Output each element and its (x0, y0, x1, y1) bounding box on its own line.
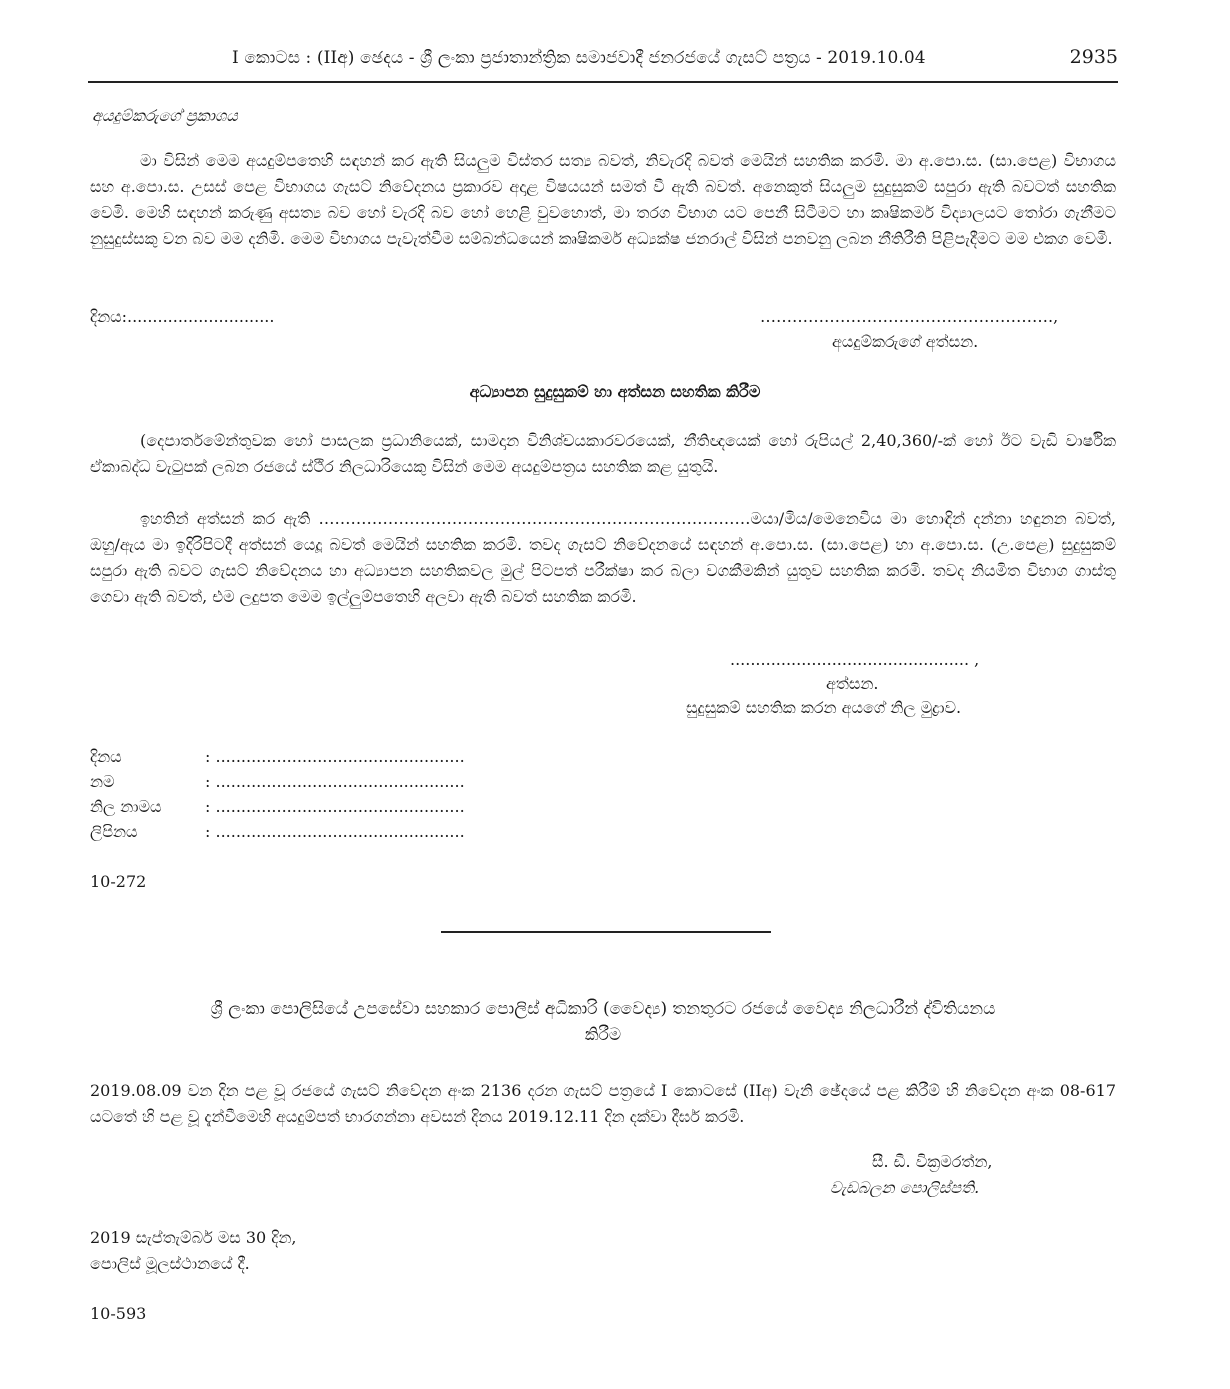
header-rule (88, 81, 1118, 83)
reference-number: 10-593 (90, 1304, 147, 1323)
notice-heading-line2: කිරීම (584, 1025, 622, 1045)
field-label: දිනය (90, 747, 122, 766)
field-row-designation (90, 797, 465, 822)
reference-number: 10-272 (90, 872, 147, 891)
page-number: 2935 (1069, 46, 1118, 68)
field-value: : ................................................. (205, 797, 465, 816)
field-label: නම (90, 772, 115, 791)
field-value: : ................................................. (205, 772, 465, 791)
section-divider (441, 931, 771, 933)
notice-heading (90, 996, 1116, 1048)
certification-note: (දෙපාර්තමේන්තුවක හෝ පාසලක ප්‍රධානියෙක්, සාමදාන විනිශ්චයකාරවරයෙක්, නීතිඥයෙක් හෝ රුපියල් 2,40,360/-ක් හෝ ඊට වැඩි වාර්ෂික ඒකාබද්ධ වැටුපක් ලබන රජයේ ස්ථිර නිලධාරියෙකු විසින් මෙම අයදුම්පත්‍රය සහතික කළ යුතුයි. (90, 431, 1116, 476)
gazette-header-title: I කොටස : (IIඅ) ඡෙදය - ශ්‍රී ලංකා ප්‍රජාතාන්ත්‍රික සමාජවාදී ජනරජයේ ගැසට් පත්‍රය - 2019.10.04 (232, 48, 926, 68)
notice-heading-line1: ශ්‍රී ලංකා පොලිසියේ උපසේවා සහකාර පොලිස් අධිකාරි (වෛද්‍ය) තනතුරට රජයේ වෛද්‍ය නිලධාරීන් ද්විතියනය (210, 999, 996, 1019)
applicant-declaration-heading: අයදුම්කරුගේ ප්‍රකාශය (92, 106, 238, 125)
field-row-date (90, 747, 465, 772)
signer-title: වැඩබලන පොලිස්පති. (830, 1178, 980, 1197)
certification-body: ඉහතින් අත්සන් කර ඇති ………………………………………………………………………මයා/මිය/මෙනෙවිය මා හොඳින් දන්නා හඳුනන බවත්, ඔහු/ඇය මා ඉදිරිපිටදී අත්සන් යෙදූ බවත් මෙයින් සහතික කරමි. තවද ගැසට් නිවේදනයේ සඳහන් අ.පො.ස. (සා.පෙළ) හා අ.පො.ස. (උ.පෙළ) සුදුසුකම් සපුරා ඇති බවට ගැසට් නිවේදනය හා අධ්‍යාපන සහතිකවල මුල් පිටපත් පරීක්ෂා කර බලා වගකීමකින් යුතුව සහතික කරමි. තවද නියමිත විභාග ගාස්තු ගෙවා ඇති බවත්, එම ලදුපත මෙම ඉල්ලුම්පතෙහි අලවා ඇති බවත් සහතික කරමි. (90, 509, 1116, 606)
applicant-date-field: දිනය:............................. (90, 307, 275, 326)
field-label: නිල නාමය (90, 797, 162, 816)
certifier-signature-label: අත්සන. (826, 674, 879, 693)
field-label: ලිපිනය (90, 822, 138, 841)
applicant-declaration-body: මා විසින් මෙම අයදුම්පතෙහි සඳහන් කර ඇති සියලුම විස්තර සත්‍ය බවත්, නිවැරදි බවත් මෙයින් සහතික කරමි. මා අ.පො.ස. (සා.පෙළ) විභාගය සහ අ.පො.ස. උසස් පෙළ විභාගය ගැසට් නිවේදනය ප්‍රකාරව අදාළ විෂයයන් සමත් වී ඇති බවත්. අනෙකුත් සියලුම සුදුසුකම් සපුරා ඇති බවටත් සහතික වෙමි. මෙහි සඳහන් කරුණු අසත්‍ය බව හෝ වැරදි බව හෝ හෙළි වුවහොත්, මා තරග විභාග යට පෙනී සිටීමට හා කෘෂිකර්ම විද්‍යාලයට තෝරා ගැනීමට නුසුදුස්සකු වන බව මම දනිමි. මෙම විභාගය පැවැත්වීම සම්බන්ධයෙන් කෘෂිකර්ම අධ්‍යක්ෂ ජනරාල් විසින් පනවනු ලබන නීතිරීති පිළිපැදීමට මම එකග වෙමි. (90, 151, 1116, 248)
certifier-signature-line: ............................................... , (730, 650, 980, 669)
official-stamp-label: සුදුසුකම් සහතික කරන අයගේ නිල මුද්‍රාව. (686, 698, 962, 717)
signer-name: සී. ඩී. වික්‍රමරත්න, (872, 1152, 993, 1171)
field-value: : ................................................. (205, 747, 465, 766)
applicant-signature-label: අයදුම්කරුගේ අත්සන. (832, 332, 979, 351)
field-value: : ................................................. (205, 822, 465, 841)
notice-place: පොලිස් මූලස්ථානයේ දී. (90, 1254, 250, 1273)
notice-body: 2019.08.09 වන දින පළ වූ රජයේ ගැසට් නිවේදන අංක 2136 දරන ගැසට් පත්‍රයේ I කොටසේ (IIඅ) වැනි ඡේදයේ පළ කිරීම් හි නිවේදන අංක 08-617 යටතේ හි පළ වූ දැන්වීමෙහි අයදුම්පත් භාරගන්නා අවසන් දිනය 2019.12.11 දින දක්වා දීර්ඝ කරමි. (90, 1081, 1116, 1126)
notice-date: 2019 සැප්තැම්බර් මස 30 දින, (90, 1228, 297, 1247)
certifier-details-table (90, 747, 465, 847)
field-row-name (90, 772, 465, 797)
applicant-signature-line: ………………………………………………., (760, 307, 1059, 326)
certification-heading: අධ්‍යාපන සුදුසුකම් හා අත්සන සහතික කිරීම (469, 382, 761, 401)
field-row-address (90, 822, 465, 847)
